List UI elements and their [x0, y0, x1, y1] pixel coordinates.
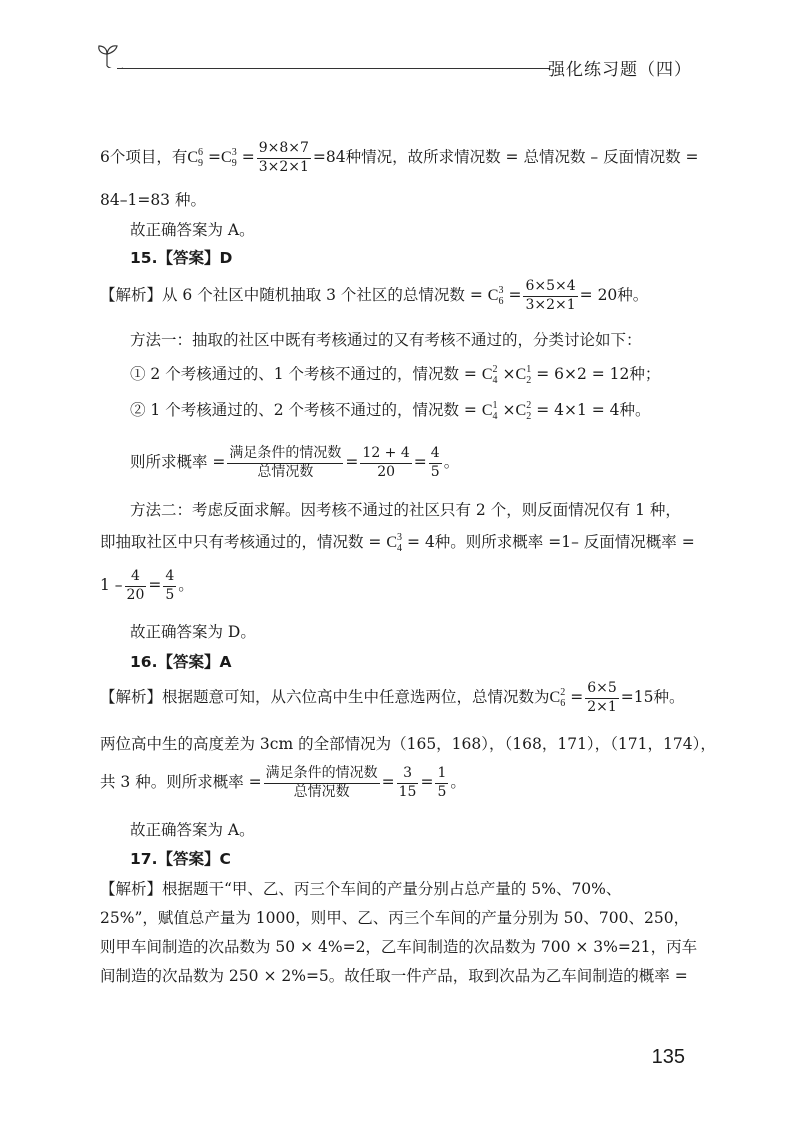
page-header [95, 40, 700, 80]
text-line: 间制造的次品数为 250 × 2%=5。故任取一件产品，取到次品为乙车间制造的概率 = [100, 967, 688, 985]
text-line: 【解析】根据题意可知，从六位高中生中任意选两位，总情况数为$C^2_6$ = $\frac{6\times 5}{2\times 1}$ =15种。 [100, 680, 685, 715]
sprout-icon [95, 44, 123, 68]
text-line: 两位高中生的高度差为 3cm 的全部情况为（165，168），（168，171），（171，174）， [100, 735, 716, 753]
text-line: 方法一：抽取的社区中既有考核通过的又有考核不通过的，分类讨论如下： [130, 331, 642, 349]
text-line: 84–1=83 种。 [100, 191, 206, 209]
text-line: 故正确答案为 D。 [130, 623, 256, 641]
text-line: 故正确答案为 A。 [130, 821, 255, 839]
text-line: 【解析】从 6 个社区中随机抽取 3 个社区的总情况数 = $C^3_6$ = $\frac{6\times 5\times 4}{3\times 2\times 1}$ = 20种。 [100, 278, 649, 313]
combination: $C^3_6$ [487, 285, 504, 307]
section-title: 强化练习题（四） [548, 60, 692, 80]
text-line: ① 2 个考核通过的、1 个考核不通过的，情况数 = $C^2_4 \times C^1_2 = 6\times 2 = 12$种； [130, 364, 661, 386]
text-line: 25%”，赋值总产量为 1000，则甲、乙、丙三个车间的产量分别为 50、700、250， [100, 909, 690, 927]
answer-heading: 16.【答案】A [130, 653, 232, 671]
fraction: $\frac{4}{20}$ [126, 568, 145, 603]
text-line: ② 1 个考核通过的、2 个考核不通过的，情况数 = $C^1_4 \times C^2_2 = 4\times 1 = 4$种。 [130, 400, 651, 422]
text-line: 则所求概率 = $\frac{\text{满足条件的情况数}}{\text{总情况数}}$ = $\frac{12 + 4}{20}$ = $\frac{4}{5}$ 。 [130, 445, 460, 480]
fraction: $\frac{12 + 4}{20}$ [362, 445, 410, 480]
text-line: 即抽取社区中只有考核通过的，情况数 = $C^3_4 = 4$种。则所求概率 =1– 反面情况概率 = [100, 532, 695, 554]
fraction: $\frac{6\times 5}{2\times 1}$ [587, 680, 617, 715]
fraction: $\frac{\text{满足条件的情况数}}{\text{总情况数}}$ [229, 445, 342, 480]
fraction: $\frac{3}{15}$ [398, 765, 417, 800]
text-line: 1 – $\frac{4}{20}$ = $\frac{4}{5}$ 。 [100, 568, 194, 603]
text-line: 6个项目，有$C^6_9 =C^3_9$ = $\frac{9\times 8\times 7}{3\times 2\times 1}$ =84种情况，故所求情况数 = 总情况数 – 反面情况数 = [100, 140, 699, 175]
text-line: 共 3 种。则所求概率 = $\frac{\text{满足条件的情况数}}{\text{总情况数}}$ = $\frac{3}{15}$ = $\frac{1}{5}$ 。 [100, 765, 466, 800]
page-number: 135 [651, 1046, 685, 1068]
answer-heading: 17.【答案】C [130, 850, 231, 868]
combination: $C^6_9$ [187, 147, 204, 169]
fraction: $\frac{6\times 5\times 4}{3\times 2\times 1}$ [525, 278, 576, 313]
header-rule [117, 68, 550, 69]
answer-heading: 15.【答案】D [130, 249, 233, 267]
fraction: $\frac{4}{5}$ [165, 568, 175, 603]
text-line: 故正确答案为 A。 [130, 221, 255, 239]
text-line: 方法二：考虑反面求解。因考核不通过的社区只有 2 个，则反面情况仅有 1 种， [130, 501, 681, 519]
text-line: 则甲车间制造的次品数为 50 × 4%=2，乙车间制造的次品数为 700 × 3%=21，丙车 [100, 938, 698, 956]
fraction: $\frac{4}{5}$ [430, 445, 440, 480]
fraction: $\frac{1}{5}$ [437, 765, 447, 800]
text-line: 【解析】根据题干“甲、乙、丙三个车间的产量分别占总产量的 5%、70%、 [100, 880, 622, 898]
fraction: $\frac{\text{满足条件的情况数}}{\text{总情况数}}$ [265, 765, 378, 800]
combination: $C^3_9$ [221, 147, 237, 169]
fraction: $\frac{9\times 8\times 7}{3\times 2\times 1}$ [258, 140, 309, 175]
